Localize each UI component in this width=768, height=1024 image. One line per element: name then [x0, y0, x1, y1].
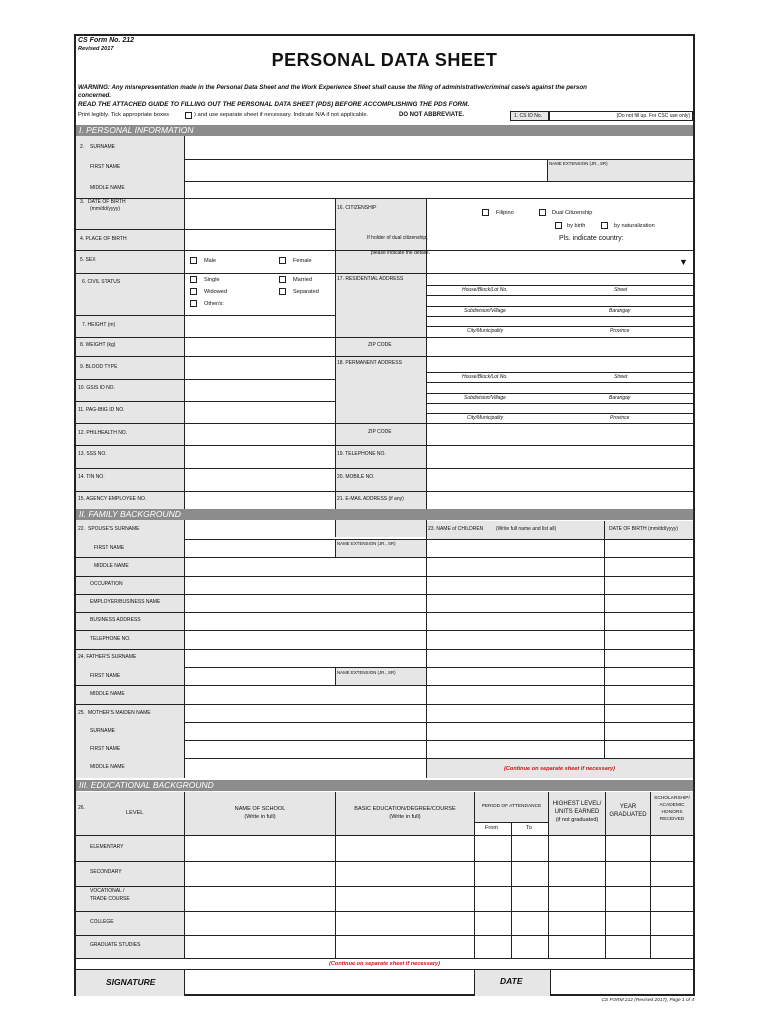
widowed-label: Widowed	[204, 289, 228, 295]
highest-level-header: HIGHEST LEVEL/	[552, 801, 602, 807]
blood-type-input[interactable]	[185, 357, 335, 379]
period-header: PERIOD OF ATTENDANCE	[481, 804, 542, 809]
employer-input[interactable]	[185, 595, 426, 612]
middle-name-input[interactable]	[185, 182, 693, 198]
occupation-label: OCCUPATION	[90, 581, 123, 587]
by-birth-label: by birth	[567, 223, 586, 229]
perm-house-block-label: House/Block/Lot No.	[462, 374, 508, 380]
level-elementary: ELEMENTARY	[90, 844, 124, 850]
csc-note: (Do not fill up. For CSC use only)	[616, 113, 690, 119]
family-telephone-input[interactable]	[185, 631, 426, 649]
spouse-middle-name-label: MIDDLE NAME	[94, 563, 129, 569]
level-trade-course: TRADE COURSE	[90, 896, 130, 902]
cs-id-input[interactable]	[549, 111, 693, 121]
spouse-first-name-label: FIRST NAME	[94, 545, 125, 551]
signature-label: SIGNATURE	[106, 977, 156, 987]
residential-address-label: 17. RESIDENTIAL ADDRESS	[337, 276, 404, 282]
surname-number: 2.	[80, 144, 85, 150]
college-row-input[interactable]	[185, 912, 693, 935]
spouse-name-ext-label: NAME EXTENSION (JR., SR)	[337, 541, 396, 546]
spouse-middle-name-input[interactable]	[185, 558, 426, 576]
perm-street-label: Street	[614, 374, 628, 380]
surname-label: SURNAME	[90, 144, 116, 150]
sex-label: 5. SEX	[80, 257, 96, 263]
country-dropdown-icon[interactable]: ▼	[679, 257, 688, 267]
vocational-row-input[interactable]	[185, 887, 693, 911]
res-zip-input[interactable]	[427, 338, 693, 356]
married-checkbox[interactable]	[279, 276, 286, 283]
tick-sample-box	[185, 112, 192, 119]
child-dob-label: DATE OF BIRTH (mm/dd/yyyy)	[609, 526, 678, 532]
children-label: 23. NAME of CHILDREN	[428, 526, 484, 532]
perm-subdivision-label: Subdivision/Village	[464, 395, 506, 401]
agency-employee-label: 15. AGENCY EMPLOYEE NO.	[78, 496, 147, 502]
perm-city-label: City/Municipality	[467, 415, 504, 421]
level-college: COLLEGE	[90, 919, 114, 925]
business-address-label: BUSINESS ADDRESS	[90, 617, 141, 623]
by-naturalization-checkbox[interactable]	[601, 222, 608, 229]
male-checkbox[interactable]	[190, 257, 197, 264]
elementary-row-input[interactable]	[185, 836, 693, 861]
widowed-checkbox[interactable]	[190, 288, 197, 295]
spouse-surname-input[interactable]	[185, 522, 426, 539]
spouse-surname-label: SPOUSE'S SURNAME	[88, 526, 140, 532]
level-graduate-studies: GRADUATE STUDIES	[90, 942, 141, 948]
female-checkbox[interactable]	[279, 257, 286, 264]
spouse-first-name-input[interactable]	[185, 540, 335, 557]
cs-id-label: 1. CS ID No.	[514, 113, 543, 119]
mother-middle-name-label: MIDDLE NAME	[90, 764, 125, 770]
form-revised: Revised 2017	[78, 46, 114, 52]
warning-text: WARNING: Any misrepresentation made in the Personal Data Sheet and the Work Experience Sheet shall cause the filing of administrative/criminal case/s against the person	[78, 84, 587, 91]
place-of-birth-label: 4. PLACE OF BIRTH	[80, 236, 127, 242]
units-earned-header: UNITS EARNED	[554, 809, 600, 815]
received-header: RECEIVED	[659, 817, 685, 822]
page-title: PERSONAL DATA SHEET	[271, 50, 498, 70]
mobile-label: 20. MOBILE NO.	[337, 474, 375, 480]
dob-format-label: (mm/dd/yyyy)	[90, 206, 120, 212]
level-secondary: SECONDARY	[90, 869, 122, 875]
height-label: 7. HEIGHT (m)	[82, 322, 116, 328]
education-number: 26.	[78, 805, 85, 811]
father-surname-input[interactable]	[185, 650, 426, 667]
separated-label: Separated	[293, 289, 319, 295]
country-select[interactable]	[427, 251, 675, 273]
first-name-label: FIRST NAME	[90, 164, 121, 170]
children-note: (Write full name and list all)	[496, 526, 557, 532]
others-label: Other/s:	[204, 301, 224, 307]
dob-number: 3.	[80, 199, 85, 205]
honors-header: HONORS	[661, 810, 683, 815]
res-subdivision-label: Subdivision/Village	[464, 308, 506, 314]
res-barangay-label: Barangay	[609, 308, 631, 314]
course-header: BASIC EDUCATION/DEGREE/COURSE	[354, 806, 456, 812]
pagibig-label: 11. PAG-IBIG ID NO.	[78, 407, 125, 413]
blood-type-label: 9. BLOOD TYPE	[80, 364, 118, 370]
mother-first-name-label: FIRST NAME	[90, 746, 121, 752]
gsis-label: 10. GSIS ID NO.	[78, 385, 115, 391]
print-legibly-text-2: ) and use separate sheet if necessary. Indicate N/A if not applicable.	[194, 112, 369, 118]
signature-input[interactable]	[185, 970, 474, 996]
course-header-note: (Write in full)	[389, 814, 421, 820]
occupation-input[interactable]	[185, 577, 426, 594]
filipino-checkbox[interactable]	[482, 209, 489, 216]
middle-name-label: MIDDLE NAME	[90, 185, 125, 191]
pagibig-input[interactable]	[185, 402, 335, 423]
page-footer-note: CS FORM 212 (Revised 2017), Page 1 of 4	[601, 998, 694, 1003]
separated-checkbox[interactable]	[279, 288, 286, 295]
section-family-background: II. FAMILY BACKGROUND	[76, 509, 693, 520]
res-province-label: Province	[610, 328, 630, 334]
business-address-input[interactable]	[185, 613, 426, 630]
perm-zip-input[interactable]	[427, 424, 693, 445]
telephone-label: 19. TELEPHONE NO.	[337, 451, 386, 457]
warning-text-cont: concerned.	[78, 92, 112, 99]
perm-province-label: Province	[610, 415, 630, 421]
form-number: CS Form No. 212	[78, 37, 135, 44]
philhealth-input[interactable]	[185, 424, 335, 445]
section-personal-information: I. PERSONAL INFORMATION	[76, 125, 693, 136]
scholarship-header: SCHOLARSHIP/	[654, 796, 690, 801]
dual-citizenship-checkbox[interactable]	[539, 209, 546, 216]
res-house-block-label: House/Block/Lot No.	[462, 287, 508, 293]
dob-input[interactable]	[185, 199, 335, 229]
citizenship-label: 16. CITIZENSHIP	[337, 205, 377, 211]
filipino-label: Filipino	[496, 210, 514, 216]
family-continue-note: (Continue on separate sheet if necessary)	[504, 766, 615, 772]
mobile-input[interactable]	[427, 469, 693, 491]
dual-citizenship-label: Dual Citizenship	[552, 210, 593, 216]
academic-header: ACADEMIC	[659, 803, 685, 808]
employer-label: EMPLOYER/BUSINESS NAME	[90, 599, 161, 605]
father-first-name-input[interactable]	[185, 668, 335, 685]
first-name-input[interactable]	[185, 160, 547, 181]
spouse-number: 22.	[78, 526, 85, 532]
female-label: Female	[293, 258, 312, 264]
surname-input[interactable]	[185, 136, 693, 159]
single-label: Single	[204, 277, 220, 283]
res-zip-label: ZIP CODE	[368, 342, 392, 348]
personal-label-column-2	[335, 198, 426, 537]
single-checkbox[interactable]	[190, 276, 197, 283]
civil-status-label: 6. CIVIL STATUS	[82, 279, 121, 285]
sss-label: 13. SSS NO.	[78, 451, 107, 457]
father-first-name-label: FIRST NAME	[90, 673, 121, 679]
tin-label: 14. TIN NO.	[78, 474, 105, 480]
pds-form	[74, 34, 695, 996]
others-checkbox[interactable]	[190, 300, 197, 307]
weight-label: 8. WEIGHT (kg)	[80, 342, 116, 348]
read-guide-text: READ THE ATTACHED GUIDE TO FILLING OUT THE PERSONAL DATA SHEET (PDS) BEFORE ACCOMPLISHING THE PDS FORM.	[78, 101, 470, 108]
from-header: From	[485, 825, 499, 831]
sss-input[interactable]	[185, 446, 335, 468]
father-middle-name-input[interactable]	[185, 686, 426, 704]
philhealth-label: 12. PHILHEALTH NO.	[78, 430, 128, 436]
date-input[interactable]	[551, 970, 693, 996]
mother-surname-input[interactable]	[185, 723, 426, 740]
family-telephone-label: TELEPHONE NO.	[90, 636, 131, 642]
height-input[interactable]	[185, 316, 335, 337]
father-name-ext-label: NAME EXTENSION (JR., SR)	[337, 670, 396, 675]
year-header: YEAR	[619, 804, 637, 810]
telephone-input[interactable]	[427, 446, 693, 468]
father-surname-label: 24. FATHER'S SURNAME	[78, 654, 137, 660]
graduate-studies-row-input[interactable]	[185, 936, 693, 958]
name-extension-label: NAME EXTENSION (JR., SR)	[549, 161, 608, 166]
weight-input[interactable]	[185, 338, 335, 356]
section-educational-background: III. EDUCATIONAL BACKGROUND	[76, 780, 693, 791]
to-header: To	[526, 825, 532, 831]
perm-barangay-label: Barangay	[609, 395, 631, 401]
male-label: Male	[204, 258, 217, 264]
email-label: 21. E-MAIL ADDRESS (if any)	[337, 496, 404, 502]
mother-number: 25.	[78, 710, 85, 716]
mother-surname-label: SURNAME	[90, 728, 116, 734]
by-birth-checkbox[interactable]	[555, 222, 562, 229]
graduated-header: GRADUATED	[609, 812, 647, 818]
dual-note-label: If holder of dual citizenship,	[367, 235, 428, 241]
res-street-label: Street	[614, 287, 628, 293]
by-naturalization-label: by naturalization	[614, 223, 655, 229]
date-label: DATE	[500, 976, 523, 986]
res-city-label: City/Municipality	[467, 328, 504, 334]
mother-first-name-input[interactable]	[185, 741, 426, 758]
mother-maiden-name-label: MOTHER'S MAIDEN NAME	[88, 710, 151, 716]
mother-middle-name-input[interactable]	[185, 759, 426, 778]
perm-zip-label: ZIP CODE	[368, 429, 392, 435]
dob-label: DATE OF BIRTH	[88, 199, 126, 205]
tin-input[interactable]	[185, 469, 335, 491]
indicate-country-label: Pls. indicate country:	[559, 235, 624, 242]
gsis-input[interactable]	[185, 380, 335, 401]
dual-note-label-2: please indicate the details.	[371, 250, 430, 256]
level-vocational: VOCATIONAL /	[90, 888, 125, 894]
cs-id-label-cell	[510, 111, 549, 121]
level-header: LEVEL	[126, 810, 144, 816]
married-label: Married	[293, 277, 312, 283]
not-graduated-note: (if not graduated)	[555, 817, 599, 823]
permanent-address-label: 18. PERMANENT ADDRESS	[337, 360, 402, 366]
father-middle-name-label: MIDDLE NAME	[90, 691, 125, 697]
education-continue-note: (Continue on separate sheet if necessary)	[329, 961, 440, 967]
school-header-note: (Write in full)	[244, 814, 276, 820]
print-legibly-text: Print legibly. Tick appropriate boxes	[78, 112, 170, 118]
school-header: NAME OF SCHOOL	[234, 806, 286, 812]
place-of-birth-input[interactable]	[185, 230, 335, 250]
secondary-row-input[interactable]	[185, 862, 693, 886]
no-abbrev-text: DO NOT ABBREVIATE.	[399, 112, 465, 118]
